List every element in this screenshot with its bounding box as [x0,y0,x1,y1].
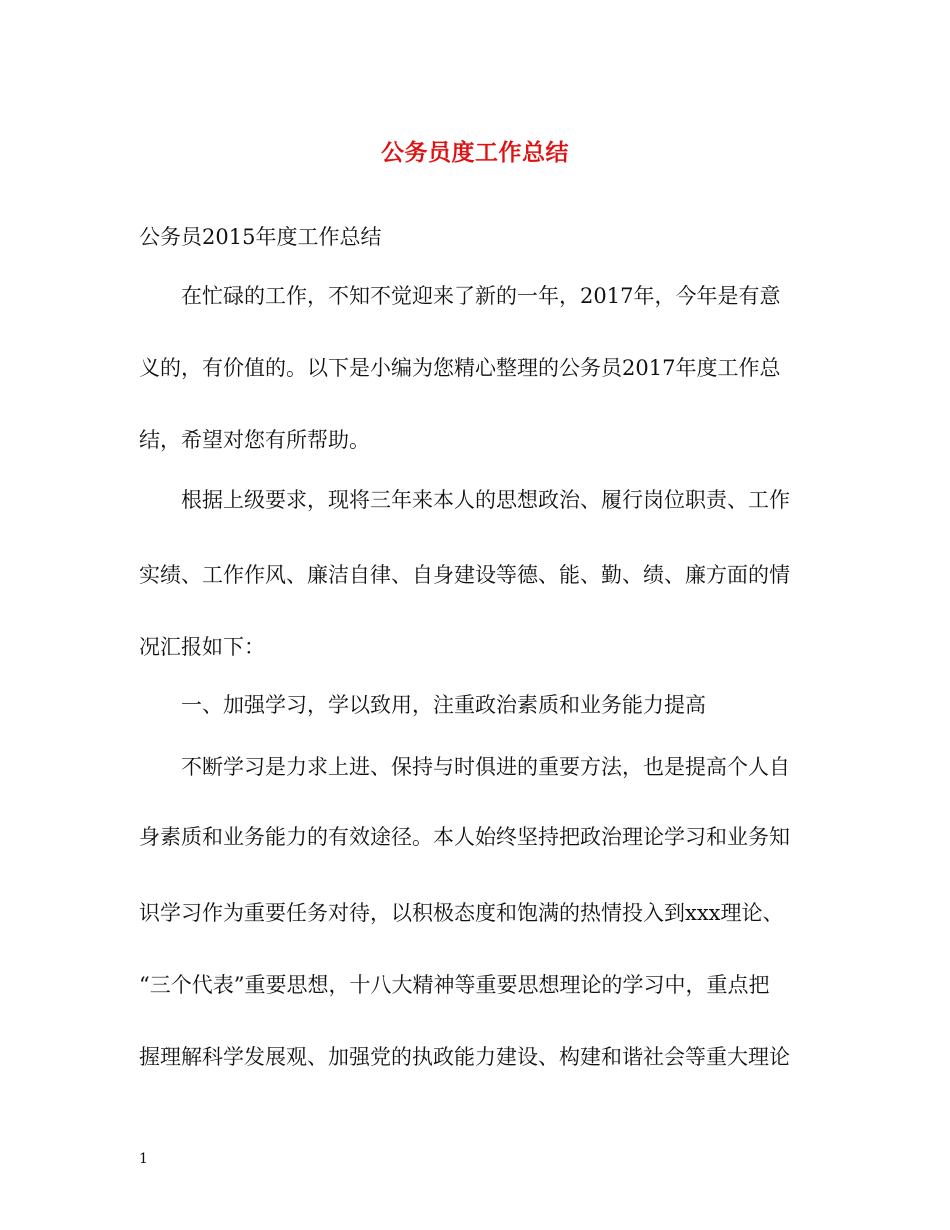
paragraph-line: 不断学习是力求上进、保持与时俱进的重要方法，也是提高个人自 [181,755,790,779]
paragraph-line: 在忙碌的工作，不知不觉迎来了新的一年，2017年，今年是有意 [181,284,781,308]
paragraph-line: “三个代表”重要思想，十八大精神等重要思想理论的学习中，重点把 [139,973,770,997]
document-title: 公务员度工作总结 [381,140,569,166]
paragraph-line: 实绩、工作作风、廉洁自律、自身建设等德、能、勤、绩、廉方面的情 [139,563,790,587]
page-number: 1 [139,1151,148,1167]
section-heading: 一、加强学习，学以致用，注重政治素质和业务能力提高 [181,693,706,717]
paragraph-line: 况汇报如下： [139,635,265,659]
paragraph-line: 义的，有价值的。以下是小编为您精心整理的公务员2017年度工作总 [139,356,781,380]
paragraph-line: 结，希望对您有所帮助。 [139,428,370,452]
paragraph-line: 握理解科学发展观、加强党的执政能力建设、构建和谐社会等重大理论 [139,1045,790,1069]
paragraph-line: 识学习作为重要任务对待，以积极态度和饱满的热情投入到xxx理论、 [139,901,784,925]
paragraph-line: 根据上级要求，现将三年来本人的思想政治、履行岗位职责、工作 [181,488,790,512]
document-subtitle: 公务员2015年度工作总结 [139,225,382,249]
paragraph-line: 身素质和业务能力的有效途径。本人始终坚持把政治理论学习和业务知 [139,825,790,849]
